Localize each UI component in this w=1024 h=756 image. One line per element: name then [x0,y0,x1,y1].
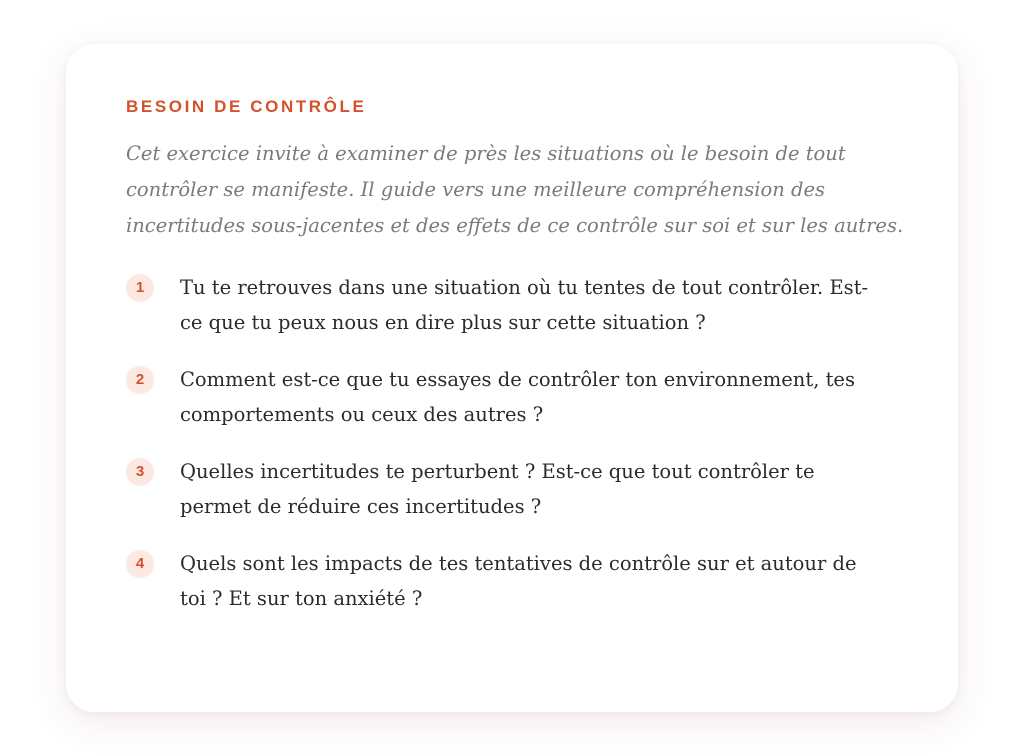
question-text: Quels sont les impacts de tes tentatives de contrôle sur et autour de toi ? Et sur ton anxiété ? [180,552,857,610]
question-number-badge: 3 [126,458,154,486]
question-item [126,274,898,340]
question-number-badge: 2 [126,366,154,394]
question-text: Comment est-ce que tu essayes de contrôler ton environnement, tes comportements ou ceux des autres ? [180,368,855,426]
card-title: BESOIN DE CONTRÔLE [126,97,367,116]
question-item [126,366,898,432]
card-intro: Cet exercice invite à examiner de près les situations où le besoin de tout contrôler se manifeste. Il guide vers une meilleure compréhension des incertitudes sous-jacentes et des effets de ce contrôle sur soi et sur les autres. [126,142,904,237]
question-list [126,274,898,616]
question-number-badge: 4 [126,550,154,578]
question-number-badge: 1 [126,274,154,302]
question-text: Quelles incertitudes te perturbent ? Est-ce que tout contrôler te permet de réduire ces incertitudes ? [180,460,815,518]
exercise-card [66,44,958,712]
question-item [126,458,898,524]
question-text: Tu te retrouves dans une situation où tu tentes de tout contrôler. Est-ce que tu peux nous en dire plus sur cette situation ? [180,276,869,334]
question-item [126,550,898,616]
